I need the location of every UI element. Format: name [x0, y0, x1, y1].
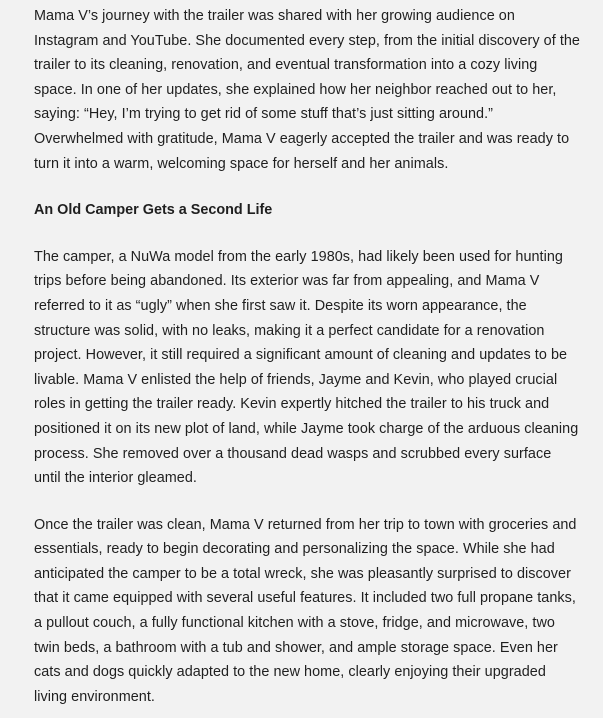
paragraph-spacer: [34, 176, 581, 198]
paragraph-spacer: [34, 491, 581, 513]
paragraph-camper: The camper, a NuWa model from the early 1980s, had likely been used for hunting trips before being abandoned. Its exterior was far from appealing, and Mama V referred to it as “ugly” when she first saw it. Despite its worn appearance, the structure was solid, with no leaks, making it a perfect candidate for a renovation project. However, it still required a significant amount of cleaning and updates to be livable. Mama V enlisted the help of friends, Jayme and Kevin, who played crucial roles in getting the trailer ready. Kevin expertly hitched the trailer to his truck and positioned it on its new plot of land, while Jayme took charge of the arduous cleaning process. She removed over a thousand dead wasps and scrubbed every surface until the interior gleamed.: [34, 248, 579, 487]
paragraph-journey: Mama V’s journey with the trailer was shared with her growing audience on Instagram and YouTube. She documented every step, from the initial discovery of the trailer to its cleaning, renovation, and eventual transformation into a cozy living space. In one of her updates, she explained how her neighbor reached out to her, saying: “Hey, I’m trying to get rid of some stuff that’s just sitting around.” Overwhelmed with gratitude, Mama V eagerly accepted the trailer and was ready to turn it into a warm, welcoming space for herself and her animals.: [34, 8, 580, 172]
section-heading: An Old Camper Gets a Second Life: [34, 202, 273, 219]
paragraph-features: Once the trailer was clean, Mama V returned from her trip to town with groceries and essentials, ready to begin decorating and personalizing the space. While she had anticipated the camper to be a total wreck, she was pleasantly surprised to discover that it came equipped with several useful features. It included two full propane tanks, a pullout couch, a fully functional kitchen with a stove, fridge, and microwave, two twin beds, a bathroom with a tub and shower, and ample storage space. Even her cats and dogs quickly adapted to the new home, clearly enjoying their upgraded living environment.: [34, 516, 577, 705]
paragraph-spacer: [34, 223, 581, 245]
